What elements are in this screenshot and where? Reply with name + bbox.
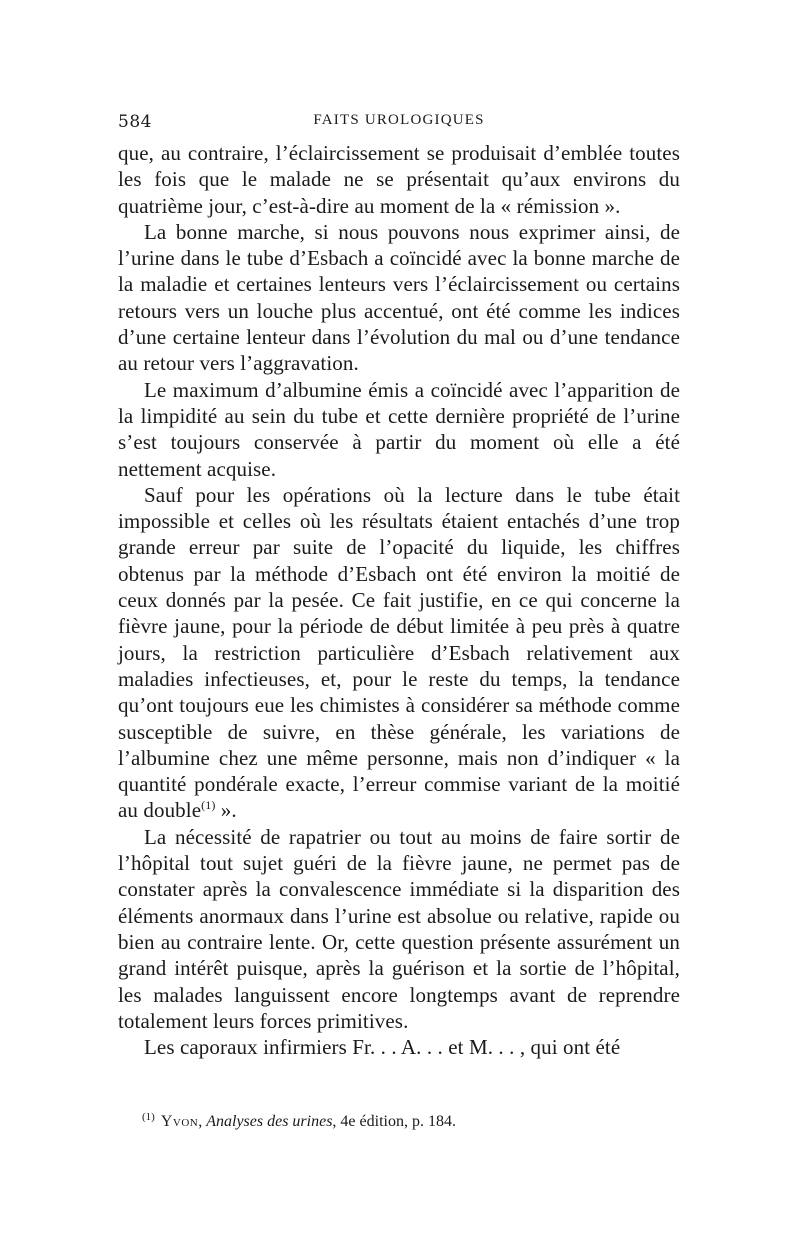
footnote-title: Analyses des urines <box>206 1113 333 1130</box>
paragraph-text: Sauf pour les opérations où la lecture dans le tube était impossible et celles où les résultats étaient entachés d’une trop grande erreur par suite de l’opacité du liquide, les chiffres obtenus par la méthode d’Esbach ont été environ la moitié de ceux donnés par la pesée. Ce fait justifie, en ce qui concerne la fièvre jaune, pour la période de début limitée à peu près à quatre jours, la restriction particulière d’Esbach relativement aux maladies infectieuses, et, pour le reste du temps, la tendance qu’ont toujours eue les chimistes à considérer sa méthode comme susceptible de suivre, en thèse générale, les variations de l’albumine chez une même personne, mais non d’indiquer « la quantité pondérale exacte, l’erreur commise variant de la moitié au double <box>118 482 680 823</box>
paragraph-maximum-albumine: Le maximum d’albumine émis a coïncidé avec l’apparition de la limpidité au sein du tube et cette dernière propriété de l’urine s’est toujours conservée à partir du moment où elle a été nettement acquise. <box>118 377 680 481</box>
paragraph-caporaux: Les caporaux infirmiers Fr. . . A. . . et M. . . , qui ont été <box>144 1035 621 1060</box>
paragraph-continued: que, au contraire, l’éclaircissement se produisait d’emblée toutes les fois que le malade ne se présentait qu’aux environs du quatrième jour, c’est-à-dire au moment de la « rémission ». <box>118 141 680 218</box>
footnote-edition: , 4e édition, p. 184. <box>332 1113 456 1130</box>
paragraph-rapatrier: La nécessité de rapatrier ou tout au moins de faire sortir de l’hôpital tout sujet guéri de la fièvre jaune, ne permet pas de constater après la convalescence immédiate si la disparition des éléments anormaux dans l’urine est absolue ou relative, rapide ou bien au contraire lente. Or, cette question présente assurément un grand intérêt puisque, après la guérison et la sortie de l’hôpital, les malades languissent encore longtemps avant de reprendre totalement leurs forces primitives. <box>118 824 680 1033</box>
body-text <box>118 140 680 1060</box>
running-title: FAITS UROLOGIQUES <box>313 112 485 128</box>
footnote-reference: (1) <box>201 798 216 813</box>
paragraph-text-end: ». <box>215 798 237 823</box>
paragraph-bonne-marche: La bonne marche, si nous pouvons nous exprimer ainsi, de l’urine dans le tube d’Esbach a coïncidé avec la bonne marche de la maladie et certaines lenteurs vers l’éclaircissement ou certains retours vers un louche plus accentué, ont été comme les indices d’une certaine lenteur dans l’évolution du mal ou d’une tendance au retour vers l’aggravation. <box>118 219 680 376</box>
paragraph-methode-esbach <box>118 482 680 824</box>
footnote-author: Yvon <box>160 1113 199 1130</box>
page-number: 584 <box>118 112 152 132</box>
footnote <box>142 1112 680 1132</box>
footnote-separator: , <box>198 1113 207 1130</box>
footnote-number: (1) <box>142 1110 155 1123</box>
page-header <box>118 112 680 136</box>
